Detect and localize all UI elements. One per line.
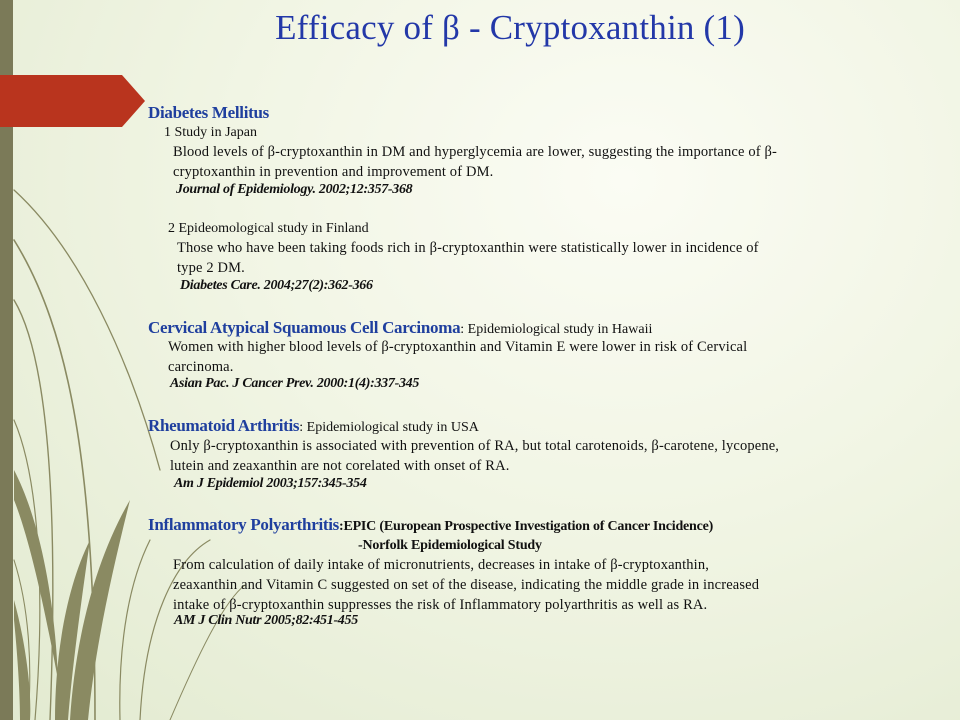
inflammatory-study-type-line2: -Norfolk Epidemiological Study — [358, 538, 542, 553]
inflammatory-reference: AM J Clin Nutr 2005;82:451-455 — [174, 613, 358, 628]
diabetes-study1-text-line2: cryptoxanthin in prevention and improvement of DM. — [173, 164, 494, 180]
rheumatoid-heading: Rheumatoid Arthritis — [148, 416, 300, 435]
diabetes-study2-text-line1: Those who have been taking foods rich in β-cryptoxanthin were statistically lower in incidence of — [177, 240, 759, 256]
vine-stroke — [120, 540, 150, 720]
inflammatory-heading-row — [148, 515, 713, 535]
cervical-reference: Asian Pac. J Cancer Prev. 2000:1(4):337-345 — [170, 376, 420, 391]
diabetes-study2-reference: Diabetes Care. 2004;27(2):362-366 — [180, 278, 373, 293]
inflammatory-heading: Inflammatory Polyarthritis — [148, 515, 339, 534]
inflammatory-text-line3: intake of β-cryptoxanthin suppresses the risk of Inflammatory polyarthritis as well as RA. — [173, 597, 708, 613]
diabetes-study2-label: 2 Epideomological study in Finland — [168, 221, 369, 236]
diabetes-study1-reference: Journal of Epidemiology. 2002;12:357-368 — [176, 182, 413, 197]
rheumatoid-heading-row — [148, 416, 479, 436]
inflammatory-text-line1: From calculation of daily intake of micronutrients, decreases in intake of β-cryptoxanthin, — [173, 557, 710, 573]
rheumatoid-text-line1: Only β-cryptoxanthin is associated with prevention of RA, but total carotenoids, β-carotene, lycopene, — [170, 438, 780, 454]
slide-title: Efficacy of β - Cryptoxanthin (1) — [275, 8, 745, 47]
title-banner — [0, 75, 145, 127]
cervical-study-type: : Epidemiological study in Hawaii — [460, 322, 653, 337]
rheumatoid-study-type: : Epidemiological study in USA — [299, 420, 479, 435]
inflammatory-study-type: :EPIC (European Prospective Investigation of Cancer Incidence) — [338, 519, 714, 534]
inflammatory-text-line2: zeaxanthin and Vitamin C suggested on set of the disease, indicating the middle grade in increased — [173, 577, 760, 593]
diabetes-study2-text-line2: type 2 DM. — [177, 260, 245, 276]
cervical-heading: Cervical Atypical Squamous Cell Carcinoma — [148, 318, 461, 337]
vine-leaf — [14, 600, 30, 720]
diabetes-study1-label: 1 Study in Japan — [164, 125, 257, 140]
vine-stroke — [14, 190, 160, 470]
rheumatoid-text-line2: lutein and zeaxanthin are not corelated with onset of RA. — [170, 458, 510, 474]
banner-arrow-shape — [0, 75, 145, 127]
diabetes-study1-text-line1: Blood levels of β-cryptoxanthin in DM and hyperglycemia are lower, suggesting the importance of β- — [173, 144, 778, 160]
cervical-text-line2: carcinoma. — [168, 359, 234, 375]
diabetes-heading: Diabetes Mellitus — [148, 103, 269, 122]
cervical-text-line1: Women with higher blood levels of β-cryptoxanthin and Vitamin E were lower in risk of Cervical — [168, 339, 748, 355]
rheumatoid-reference: Am J Epidemiol 2003;157:345-354 — [174, 476, 367, 491]
cervical-heading-row — [148, 318, 652, 338]
